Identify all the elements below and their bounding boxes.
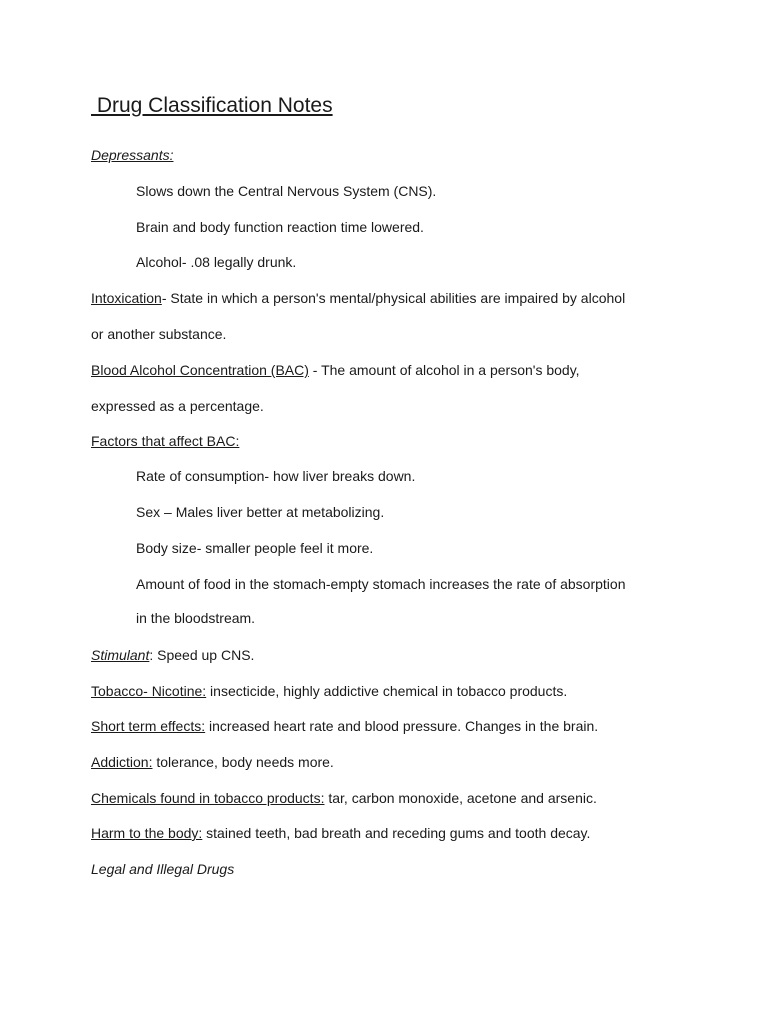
chemicals-text: tar, carbon monoxide, acetone and arsenic. xyxy=(324,790,597,806)
factors-item: Rate of consumption- how liver breaks down. xyxy=(136,468,416,484)
addiction-text: tolerance, body needs more. xyxy=(152,754,334,770)
intoxication-term: Intoxication xyxy=(91,290,162,306)
legal-illegal-heading: Legal and Illegal Drugs xyxy=(91,861,235,877)
factors-item: Body size- smaller people feel it more. xyxy=(136,540,374,556)
harm-term: Harm to the body: xyxy=(91,825,203,841)
tobacco-text: insecticide, highly addictive chemical in tobacco products. xyxy=(206,683,568,699)
factors-heading: Factors that affect BAC: xyxy=(91,433,240,449)
stimulant-term: Stimulant xyxy=(91,647,150,663)
depressants-item: Slows down the Central Nervous System (CNS). xyxy=(136,183,437,199)
harm-text: stained teeth, bad breath and receding gums and tooth decay. xyxy=(202,825,591,841)
factors-item: Sex – Males liver better at metabolizing. xyxy=(136,504,385,520)
addiction-term: Addiction: xyxy=(91,754,153,770)
depressants-item: Alcohol- .08 legally drunk. xyxy=(136,254,297,270)
chemicals-definition xyxy=(91,789,597,807)
intoxication-text: - State in which a person's mental/physical abilities are impaired by alcohol xyxy=(161,290,626,306)
factors-item: Amount of food in the stomach-empty stomach increases the rate of absorption xyxy=(136,576,626,592)
page-title: Drug Classification Notes xyxy=(91,94,333,117)
chemicals-term: Chemicals found in tobacco products: xyxy=(91,790,325,806)
bac-term: Blood Alcohol Concentration (BAC) xyxy=(91,362,309,378)
short-term-text: increased heart rate and blood pressure. Changes in the brain. xyxy=(205,718,599,734)
bac-continuation: expressed as a percentage. xyxy=(91,398,264,414)
bac-text: - The amount of alcohol in a person's body, xyxy=(308,362,580,378)
intoxication-definition xyxy=(91,289,625,307)
harm-definition xyxy=(91,824,590,842)
stimulant-definition xyxy=(91,646,254,664)
bac-definition xyxy=(91,361,580,379)
depressants-heading: Depressants: xyxy=(91,147,174,163)
factors-item-continuation: in the bloodstream. xyxy=(136,610,256,626)
short-term-definition xyxy=(91,717,598,735)
tobacco-term: Tobacco- Nicotine: xyxy=(91,683,207,699)
stimulant-text: Speed up CNS. xyxy=(153,647,255,663)
tobacco-definition xyxy=(91,682,567,700)
stimulant-colon: : xyxy=(149,647,154,663)
depressants-item: Brain and body function reaction time lowered. xyxy=(136,219,424,235)
short-term-term: Short term effects: xyxy=(91,718,206,734)
addiction-definition xyxy=(91,753,334,771)
intoxication-continuation: or another substance. xyxy=(91,326,227,342)
